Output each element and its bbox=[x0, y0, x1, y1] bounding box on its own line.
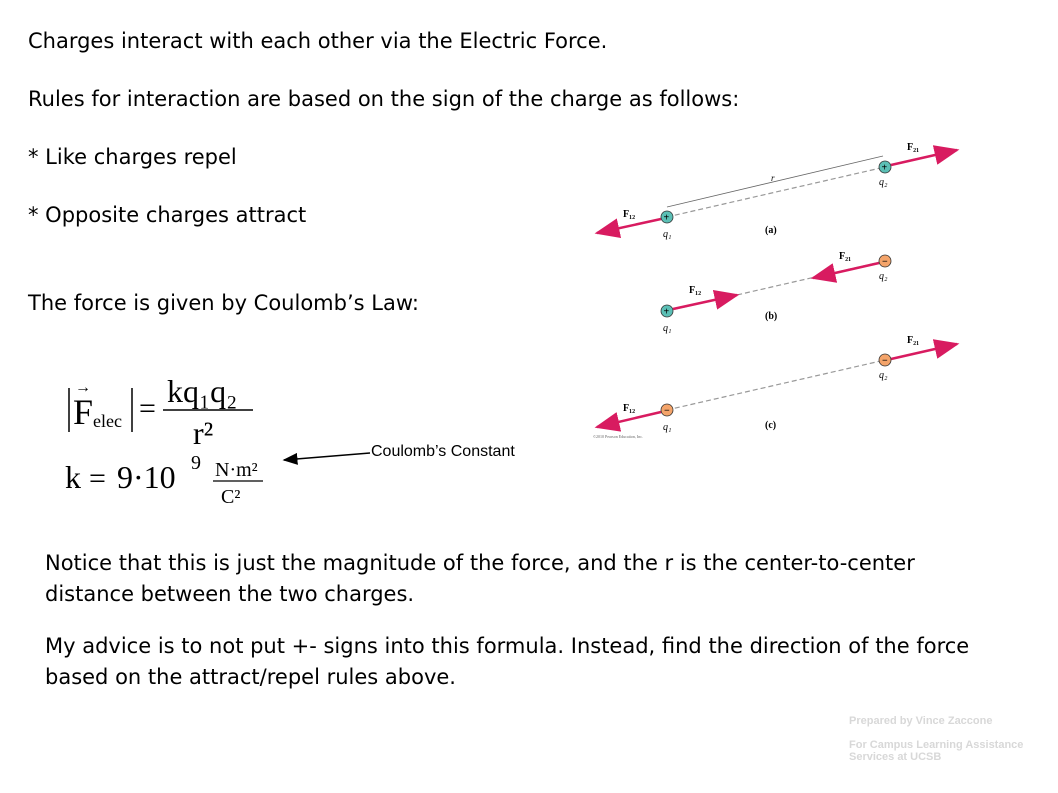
q1-sign: + bbox=[663, 212, 670, 224]
k-value: 9·10 bbox=[117, 459, 176, 495]
panel-b bbox=[661, 251, 891, 334]
intro-line: Charges interact with each other via the Electric Force. bbox=[28, 29, 608, 53]
charge-interaction-diagram bbox=[585, 125, 975, 445]
f12-label: F₁₂ bbox=[689, 285, 702, 296]
q2-label: q₂ bbox=[879, 271, 888, 282]
force-subscript: elec bbox=[93, 411, 122, 431]
q2-label: q₂ bbox=[879, 370, 888, 381]
panel-a bbox=[597, 142, 957, 240]
q1-label: q₁ bbox=[663, 229, 672, 240]
numerator: kq₁q₂ bbox=[167, 373, 238, 409]
like-charges-line: * Like charges repel bbox=[28, 145, 237, 169]
caption-c: (c) bbox=[765, 420, 777, 431]
k-equals: = bbox=[89, 462, 106, 495]
r-label: r bbox=[771, 173, 775, 183]
f21-arrow bbox=[813, 263, 879, 278]
magnitude-note: Notice that this is just the magnitude of the force, and the r is the center-to-center distance between the two charges. bbox=[45, 551, 915, 606]
r-dimension-line bbox=[667, 156, 883, 207]
f21-label: F₂₁ bbox=[839, 251, 852, 262]
q1-sign: + bbox=[663, 306, 670, 318]
copyright-note: ©2010 Pearson Education, Inc. bbox=[593, 434, 644, 439]
coulomb-formula bbox=[55, 360, 285, 520]
opposite-charges-line: * Opposite charges attract bbox=[28, 203, 307, 227]
coulombs-constant-label: Coulomb’s Constant bbox=[371, 443, 515, 460]
k-exponent: 9 bbox=[191, 452, 201, 474]
force-symbol: F bbox=[73, 392, 94, 432]
q2-label: q₂ bbox=[879, 177, 888, 188]
unit-numerator: N·m² bbox=[215, 459, 258, 481]
caption-a: (a) bbox=[765, 225, 777, 236]
q1-label: q₁ bbox=[663, 422, 672, 433]
campus-credit: For Campus Learning Assistance Services at UCSB bbox=[849, 739, 1024, 763]
f21-label: F₂₁ bbox=[907, 335, 920, 346]
caption-b: (b) bbox=[765, 311, 778, 322]
equals-sign: = bbox=[139, 392, 156, 425]
f12-arrow bbox=[597, 219, 661, 233]
q1-label: q₁ bbox=[663, 323, 672, 334]
q2-sign: − bbox=[882, 256, 888, 268]
f12-label: F₁₂ bbox=[623, 403, 636, 414]
rules-line: Rules for interaction are based on the sign of the charge as follows: bbox=[28, 87, 740, 111]
q2-sign: + bbox=[881, 162, 888, 174]
f12-arrow bbox=[673, 295, 737, 309]
prepared-by-credit: Prepared by Vince Zaccone bbox=[849, 715, 993, 727]
f21-arrow bbox=[891, 150, 957, 165]
denominator: r² bbox=[193, 415, 214, 451]
f21-arrow bbox=[891, 344, 957, 359]
f12-arrow bbox=[597, 412, 661, 427]
q1-sign: − bbox=[664, 405, 670, 417]
distance-line bbox=[667, 360, 885, 410]
vector-arrow-icon: → bbox=[75, 379, 91, 396]
constant-pointer-arrow bbox=[278, 445, 378, 470]
panel-c bbox=[593, 335, 957, 440]
advice-note: My advice is to not put +- signs into this formula. Instead, find the direction of the force based on the attract/repel rules above. bbox=[45, 634, 970, 689]
unit-denominator: C² bbox=[221, 486, 241, 508]
k-symbol: k bbox=[65, 459, 81, 495]
f12-label: F₁₂ bbox=[623, 209, 636, 220]
q2-sign: − bbox=[882, 355, 888, 367]
distance-line bbox=[667, 167, 885, 217]
coulomb-law-line: The force is given by Coulomb’s Law: bbox=[28, 291, 419, 315]
f21-label: F₂₁ bbox=[907, 142, 920, 153]
